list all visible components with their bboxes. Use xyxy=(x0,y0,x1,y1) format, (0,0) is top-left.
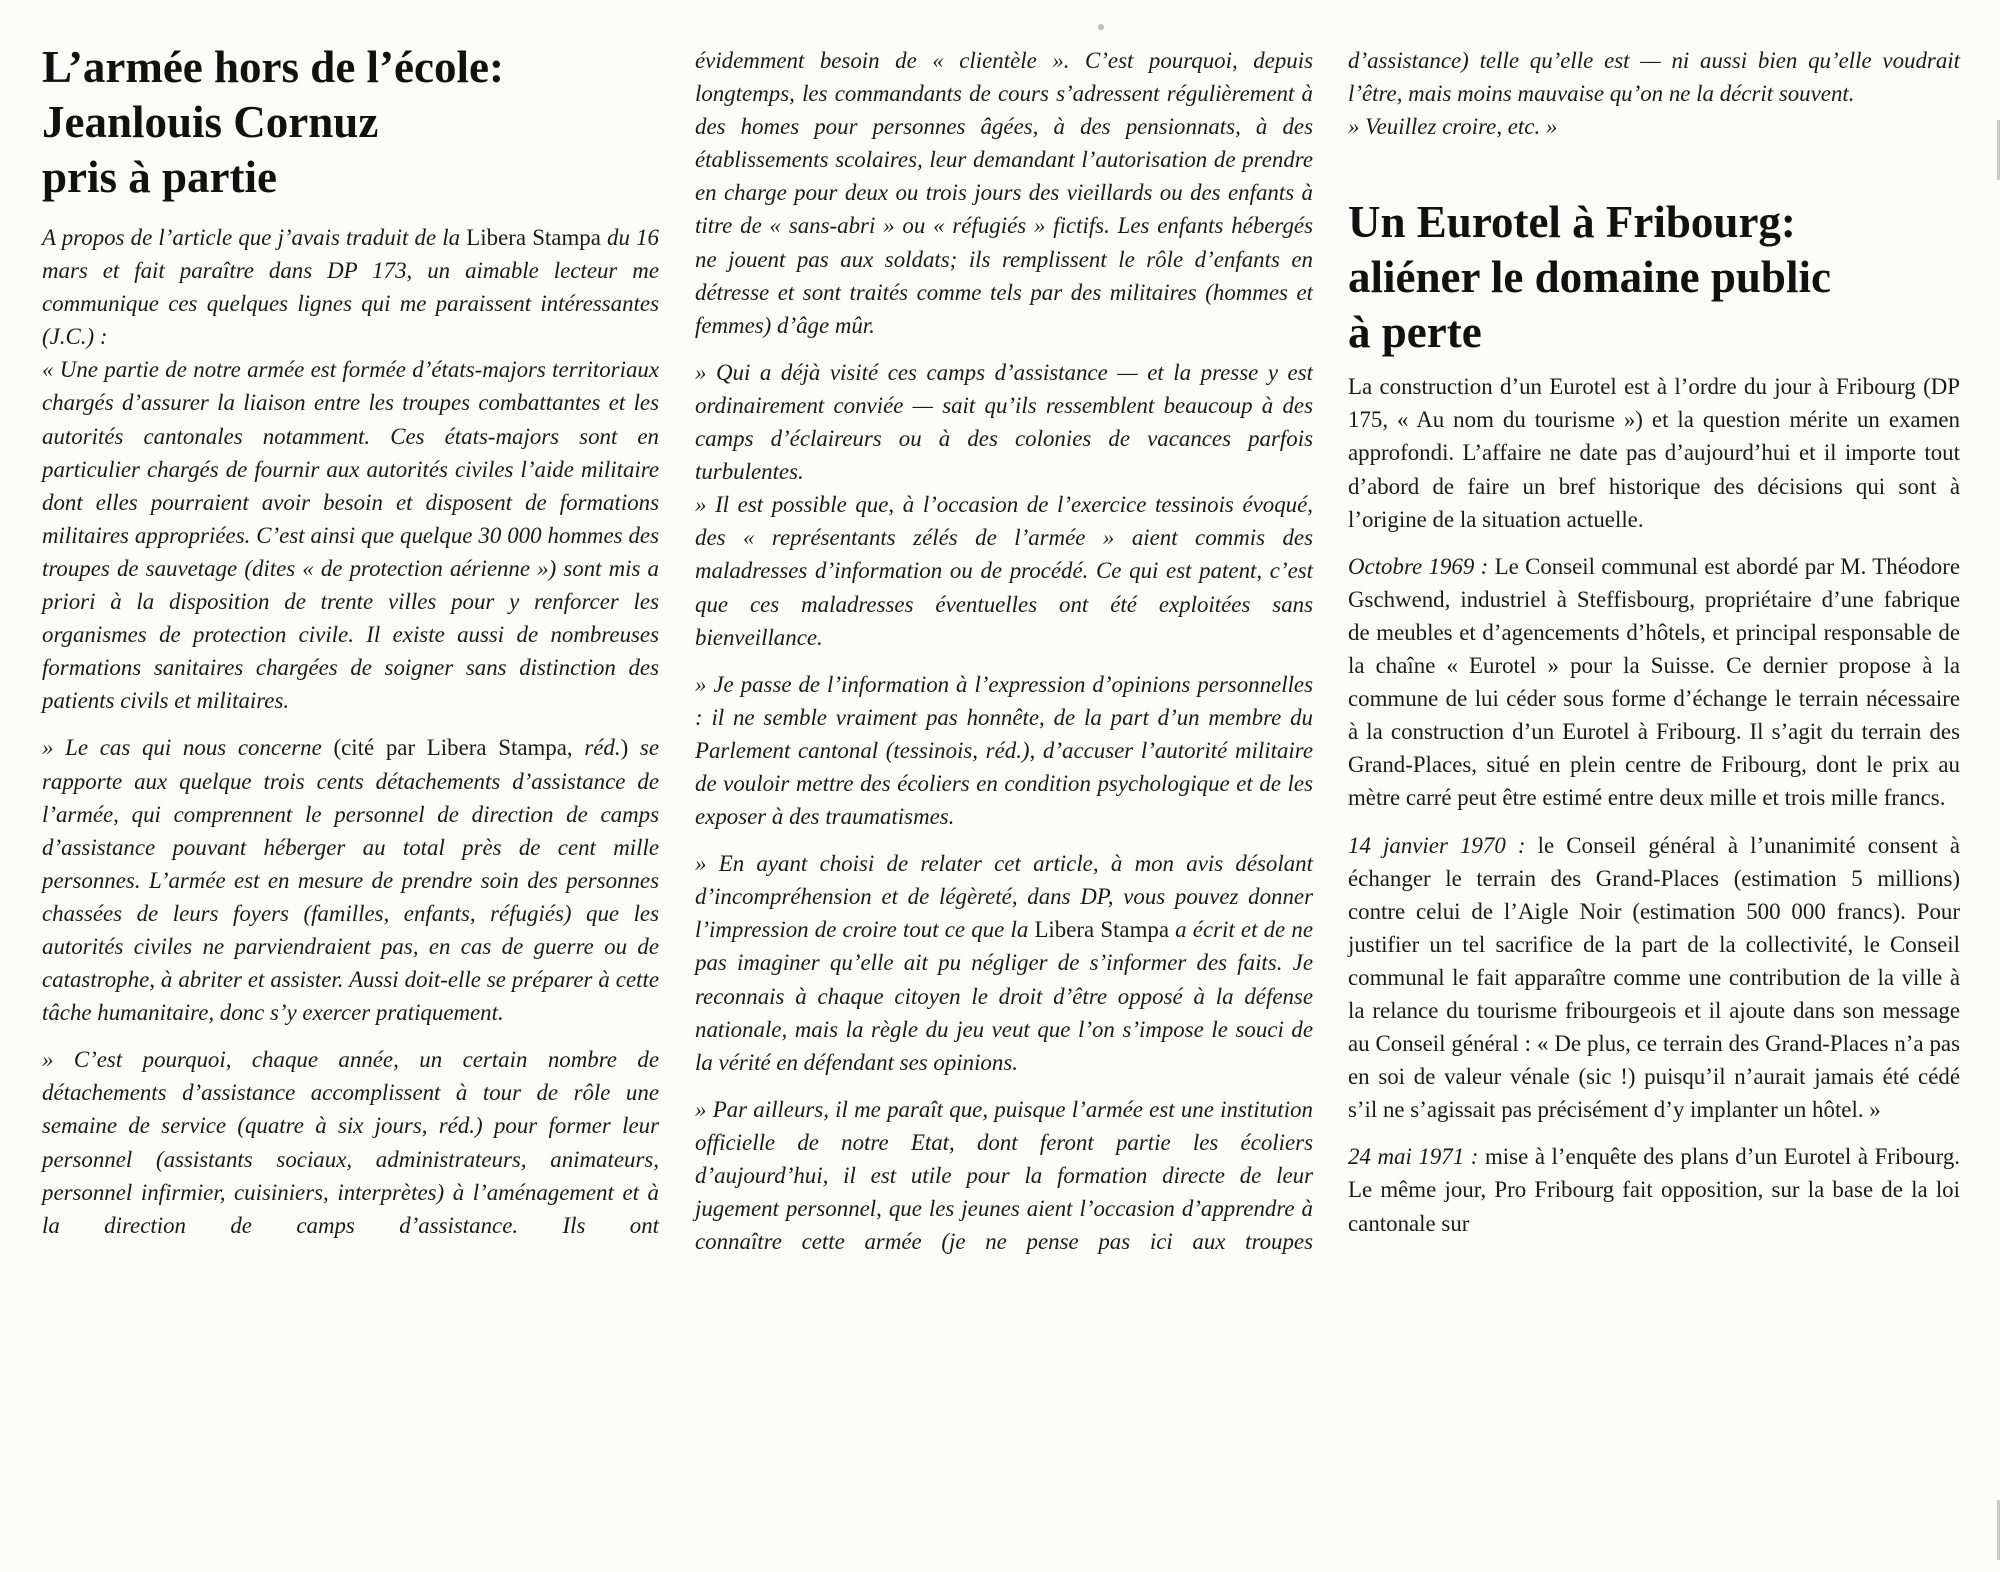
paragraph-newspaper-name: Libera Stampa xyxy=(1034,917,1169,943)
article2-title-line: Un Eurotel à Fribourg: xyxy=(1348,197,1796,248)
article1-paragraph xyxy=(42,731,659,1029)
paragraph-text: réd. xyxy=(584,735,621,761)
article2-title xyxy=(1348,195,1960,360)
article1-paragraph-continued: d’assistance) telle qu’elle est — ni aussi bien qu’elle voudrait l’être, mais moins mauvaise qu’on ne la décrit souvent. xyxy=(1348,48,1960,107)
article1-paragraph: » C’est pourquoi, chaque année, un certain nombre de détachements d’assistance accomplissent à tour de rôle une semaine de service (quatre à six jours, réd.) pour former leur personnel (assistants sociaux, administrateurs, animateurs, personnel infirmier, cuisiniers, interprètes) à l’aménagement et à la direction de camps d’assistance. Ils ont xyxy=(42,1047,659,1238)
article1-paragraph: » Je passe de l’information à l’expression d’opinions personnelles : il ne semble vraiment pas honnête, de la part d’un membre du Parlement cantonal (tessinois, réd.), d’accuser l’autorité militaire de vouloir mettre des écoliers en condition psychologique et de les exposer à des traumatismes. xyxy=(695,671,1313,830)
article2-paragraph xyxy=(1348,550,1960,815)
paragraph-text: » En ayant choisi de relater cet article, à mon avis désolant d’incompréhension et de légèreté, dans DP, vous pouvez donner l’impression de croire tout ce que la xyxy=(695,851,1313,943)
paragraph-text: se rapporte aux quelque trois cents détachements d’assistance de l’armée, qui comprennent le personnel de direction de camps d’assistance pouvant héberger au total près de cent mille personnes. L’armée est en mesure de prendre soin des personnes chassées de leurs foyers (familles, enfants, réfugiés) que les autorités civiles ne parviendraient pas, en cas de guerre ou de catastrophe, à abriter et assister. Aussi doit-elle se préparer à cette tâche humanitaire, donc s’y exercer pratiquement. xyxy=(42,735,659,1026)
paragraph-text: le Conseil général à l’unanimité consent à échanger le terrain des Grand-Places (estimation 5 millions) contre celui de l’Aigle Noir (estimation 500 000 francs). Pour justifier un tel sacrifice de la part de la collectivité, le Conseil communal le fait apparaître comme une contribution de la ville à la relance du tourisme fribourgeois et il ajoute dans son message au Conseil général : « De plus, ce terrain des Grand-Places n’a pas en soi de valeur vénale (sic !) puisqu’il n’aurait jamais été cédé s’il ne s’agissait pas précisément d’y implanter un hôtel. » xyxy=(1348,832,1960,1123)
article2-paragraph xyxy=(1348,1140,1960,1239)
column-1 xyxy=(42,0,659,1242)
article1-intro xyxy=(42,221,659,353)
article2-title-line: aliéner le domaine public xyxy=(1348,252,1831,303)
intro-text: A propos de l’article que j’avais traduit de la xyxy=(42,225,467,250)
paragraph-text: Le Conseil communal est abordé par M. Théodore Gschwend, industriel à Steffisbourg, propriétaire d’une fabrique de meubles et d’agencements d’hôtels, et principal responsable de la chaîne « Eurotel » pour la Suisse. Ce dernier propose à la commune de lui céder sous forme d’échange le terrain nécessaire à la construction d’un Eurotel à Fribourg. Il s’agit du terrain des Grand-Places, situé en plein centre de Fribourg, dont le prix au mètre carré peut être estimé entre deux mille et trois mille francs. xyxy=(1348,553,1960,811)
intro-newspaper-name: Libera Stampa xyxy=(466,225,601,250)
date-label: Octobre 1969 : xyxy=(1348,553,1489,579)
paragraph-text: » Le cas qui nous concerne xyxy=(42,735,334,761)
date-label: 24 mai 1971 : xyxy=(1348,1144,1479,1170)
article1-title xyxy=(42,40,659,205)
article1-title-line: pris à partie xyxy=(42,152,277,202)
intro-text: du 16 mars et fait paraître dans DP 173, un aimable lecteur me communique ces quelques lignes qui me paraissent intéressantes (J.C.) : xyxy=(42,225,659,350)
article1-paragraph: » Par ailleurs, il me paraît que, puisque l’armée est une institution officielle de notre Etat, dont feront partie les écoliers d’aujourd’hui, il est utile pour la formation directe de leur jugement personnel, que les jeunes aient l’occasion d’apprendre à connaître cette armée (je ne pense pas ici aux troupes xyxy=(695,1096,1313,1255)
article1-paragraph xyxy=(695,847,1313,1079)
article1-paragraph: » Qui a déjà visité ces camps d’assistance — et la presse y est ordinairement conviée — sait qu’ils ressemblent beaucoup à des camps d’éclaireurs ou à des colonies de vacances parfois turbulentes. xyxy=(695,359,1313,485)
paragraph-text: (cité par Libera Stampa, xyxy=(333,735,585,761)
date-label: 14 janvier 1970 : xyxy=(1348,832,1526,858)
paragraph-text: ) xyxy=(620,735,629,761)
article2-paragraph xyxy=(1348,829,1960,1127)
article2-title-line: à perte xyxy=(1348,307,1482,358)
column-2 xyxy=(695,0,1313,1258)
article1-closing: » Veuillez croire, etc. » xyxy=(1348,114,1558,140)
article2-paragraph: La construction d’un Eurotel est à l’ordre du jour à Fribourg (DP 175, « Au nom du tourisme ») et la question mérite un examen approfondi. L’affaire ne date pas d’aujourd’hui et il importe tout d’abord de faire un bref historique des décisions qui sont à l’origine de la situation actuelle. xyxy=(1348,374,1960,532)
paragraph-text: mise à l’enquête des plans d’un Eurotel à Fribourg. Le même jour, Pro Fribourg fait opposition, sur la base de la loi cantonale sur xyxy=(1348,1144,1960,1236)
article1-paragraph: « Une partie de notre armée est formée d’états-majors territoriaux chargés d’assurer la liaison entre les troupes combattantes et les autorités cantonales notamment. Ces états-majors sont en particulier chargés de fournir aux autorités civiles l’aide militaire dont elles pourraient avoir besoin et disposent de formations militaires appropriées. C’est ainsi que quelque 30 000 hommes des troupes de sauvetage (dites « de protection aérienne ») sont mis a priori à la disposition de trente villes pour y renforcer les organismes de protection civile. Il existe aussi de nombreuses formations sanitaires chargées de soigner sans distinction des patients civils et militaires. xyxy=(42,357,659,714)
column-3 xyxy=(1348,0,1960,1240)
article1-paragraph: » Il est possible que, à l’occasion de l’exercice tessinois évoqué, des « représentants zélés de l’armée » aient commis des maladresses d’information ou de procédé. Ce qui est patent, c’est que ces maladresses éventuelles ont été exploitées sans bienveillance. xyxy=(695,492,1313,650)
article1-title-line: L’armée hors de l’école: xyxy=(42,42,504,92)
paragraph-text: a écrit et de ne pas imaginer qu’elle ait pu négliger de s’informer des faits. Je reconnais à chaque citoyen le droit d’être opposé à la défense nationale, mais la règle du jeu veut que l’on s’impose le souci de la vérité en défendant ses opinions. xyxy=(695,917,1313,1075)
article1-title-line: Jeanlouis Cornuz xyxy=(42,97,379,147)
article1-paragraph-continued: évidemment besoin de « clientèle ». C’est pourquoi, depuis longtemps, les commandants de cours s’adressent régulièrement à des homes pour personnes âgées, à des pensionnats, à des établissements scolaires, leur demandant l’autorisation de prendre en charge pour deux ou trois jours des vieillards ou des enfants à titre de « sans-abri » ou « réfugiés » fictifs. Les enfants hébergés ne jouent pas aux soldats; ils remplissent le rôle d’enfants en détresse et sont traités comme tels par des militaires (hommes et femmes) d’âge mûr. xyxy=(695,48,1313,338)
